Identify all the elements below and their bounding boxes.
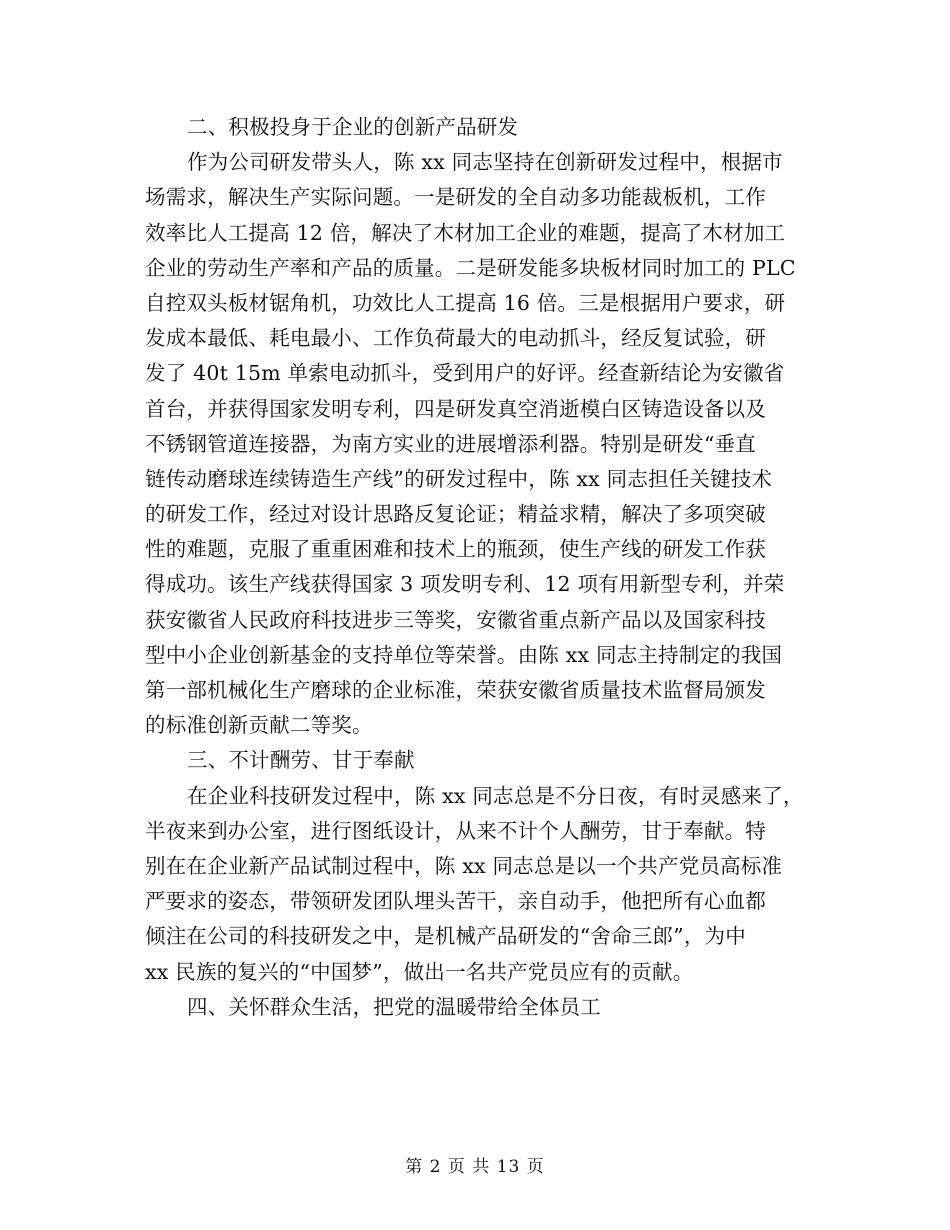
paragraph-line: 企业的劳动生产率和产品的质量。二是研发能多块板材同时加工的 PLC bbox=[145, 255, 796, 280]
paragraph-line: 发了 40t 15m 单索电动抓斗，受到用户的好评。经查新结论为安徽省 bbox=[145, 361, 785, 386]
paragraph-line: 自控双头板材锯角机，功效比人工提高 16 倍。三是根据用户要求，研 bbox=[145, 290, 786, 315]
paragraph-line: 获安徽省人民政府科技进步三等奖，安徽省重点新产品以及国家科技 bbox=[145, 607, 766, 632]
paragraph-line: 严要求的姿态，带领研发团队埋头苦干，亲自动手，他把所有心血都 bbox=[145, 889, 766, 914]
paragraph-line: 别在在企业新产品试制过程中，陈 xx 同志总是以一个共产党员高标准 bbox=[145, 853, 783, 878]
page-footer: 第 2 页 共 13 页 bbox=[405, 1157, 545, 1177]
paragraph-line: 场需求，解决生产实际问题。一是研发的全自动多功能裁板机，工作 bbox=[145, 185, 766, 210]
paragraph-line: 的研发工作，经过对设计思路反复论证；精益求精，解决了多项突破 bbox=[145, 502, 766, 527]
paragraph-1 bbox=[145, 145, 810, 743]
paragraph-2 bbox=[145, 779, 810, 990]
section-heading-4: 四、关怀群众生活，把党的温暖带给全体员工 bbox=[187, 994, 601, 1019]
paragraph-line: 作为公司研发带头人，陈 xx 同志坚持在创新研发过程中，根据市 bbox=[187, 150, 783, 175]
section-heading-3: 三、不计酬劳、甘于奉献 bbox=[187, 748, 415, 773]
paragraph-line: 倾注在公司的科技研发之中，是机械产品研发的“舍命三郎”，为中 bbox=[145, 924, 746, 949]
paragraph-line: 半夜来到办公室，进行图纸设计，从来不计个人酬劳，甘于奉献。特 bbox=[145, 818, 766, 843]
section-heading-2: 二、积极投身于企业的创新产品研发 bbox=[187, 115, 519, 139]
paragraph-line: 型中小企业创新基金的支持单位等荣誉。由陈 xx 同志主持制定的我国 bbox=[145, 642, 783, 667]
document-body bbox=[145, 110, 810, 1025]
paragraph-line: 得成功。该生产线获得国家 3 项发明专利、12 项有用新型专利，并荣 bbox=[145, 572, 785, 597]
paragraph-line: 发成本最低、耗电最小、工作负荷最大的电动抓斗，经反复试验，研 bbox=[145, 326, 766, 351]
paragraph-line: 第一部机械化生产磨球的企业标准，荣获安徽省质量技术监督局颁发 bbox=[145, 678, 766, 702]
paragraph-line: 效率比人工提高 12 倍，解决了木材加工企业的难题，提高了木材加工 bbox=[145, 220, 786, 245]
paragraph-line: 链传动磨球连续铸造生产线”的研发过程中，陈 xx 同志担任关键技术 bbox=[145, 466, 773, 491]
paragraph-line: 性的难题，克服了重重困难和技术上的瓶颈，使生产线的研发工作获 bbox=[145, 537, 766, 562]
paragraph-line: 在企业科技研发过程中，陈 xx 同志总是不分日夜，有时灵感来了， bbox=[187, 783, 804, 808]
paragraph-line: 的标准创新贡献二等奖。 bbox=[145, 713, 373, 738]
paragraph-line: 不锈钢管道连接器，为南方实业的进展增添利器。特别是研发“垂直 bbox=[145, 431, 756, 456]
paragraph-line: 首台，并获得国家发明专利，四是研发真空消逝模白区铸造设备以及 bbox=[145, 396, 766, 421]
paragraph-line: xx 民族的复兴的“中国梦”，做出一名共产党员应有的贡献。 bbox=[145, 959, 694, 984]
